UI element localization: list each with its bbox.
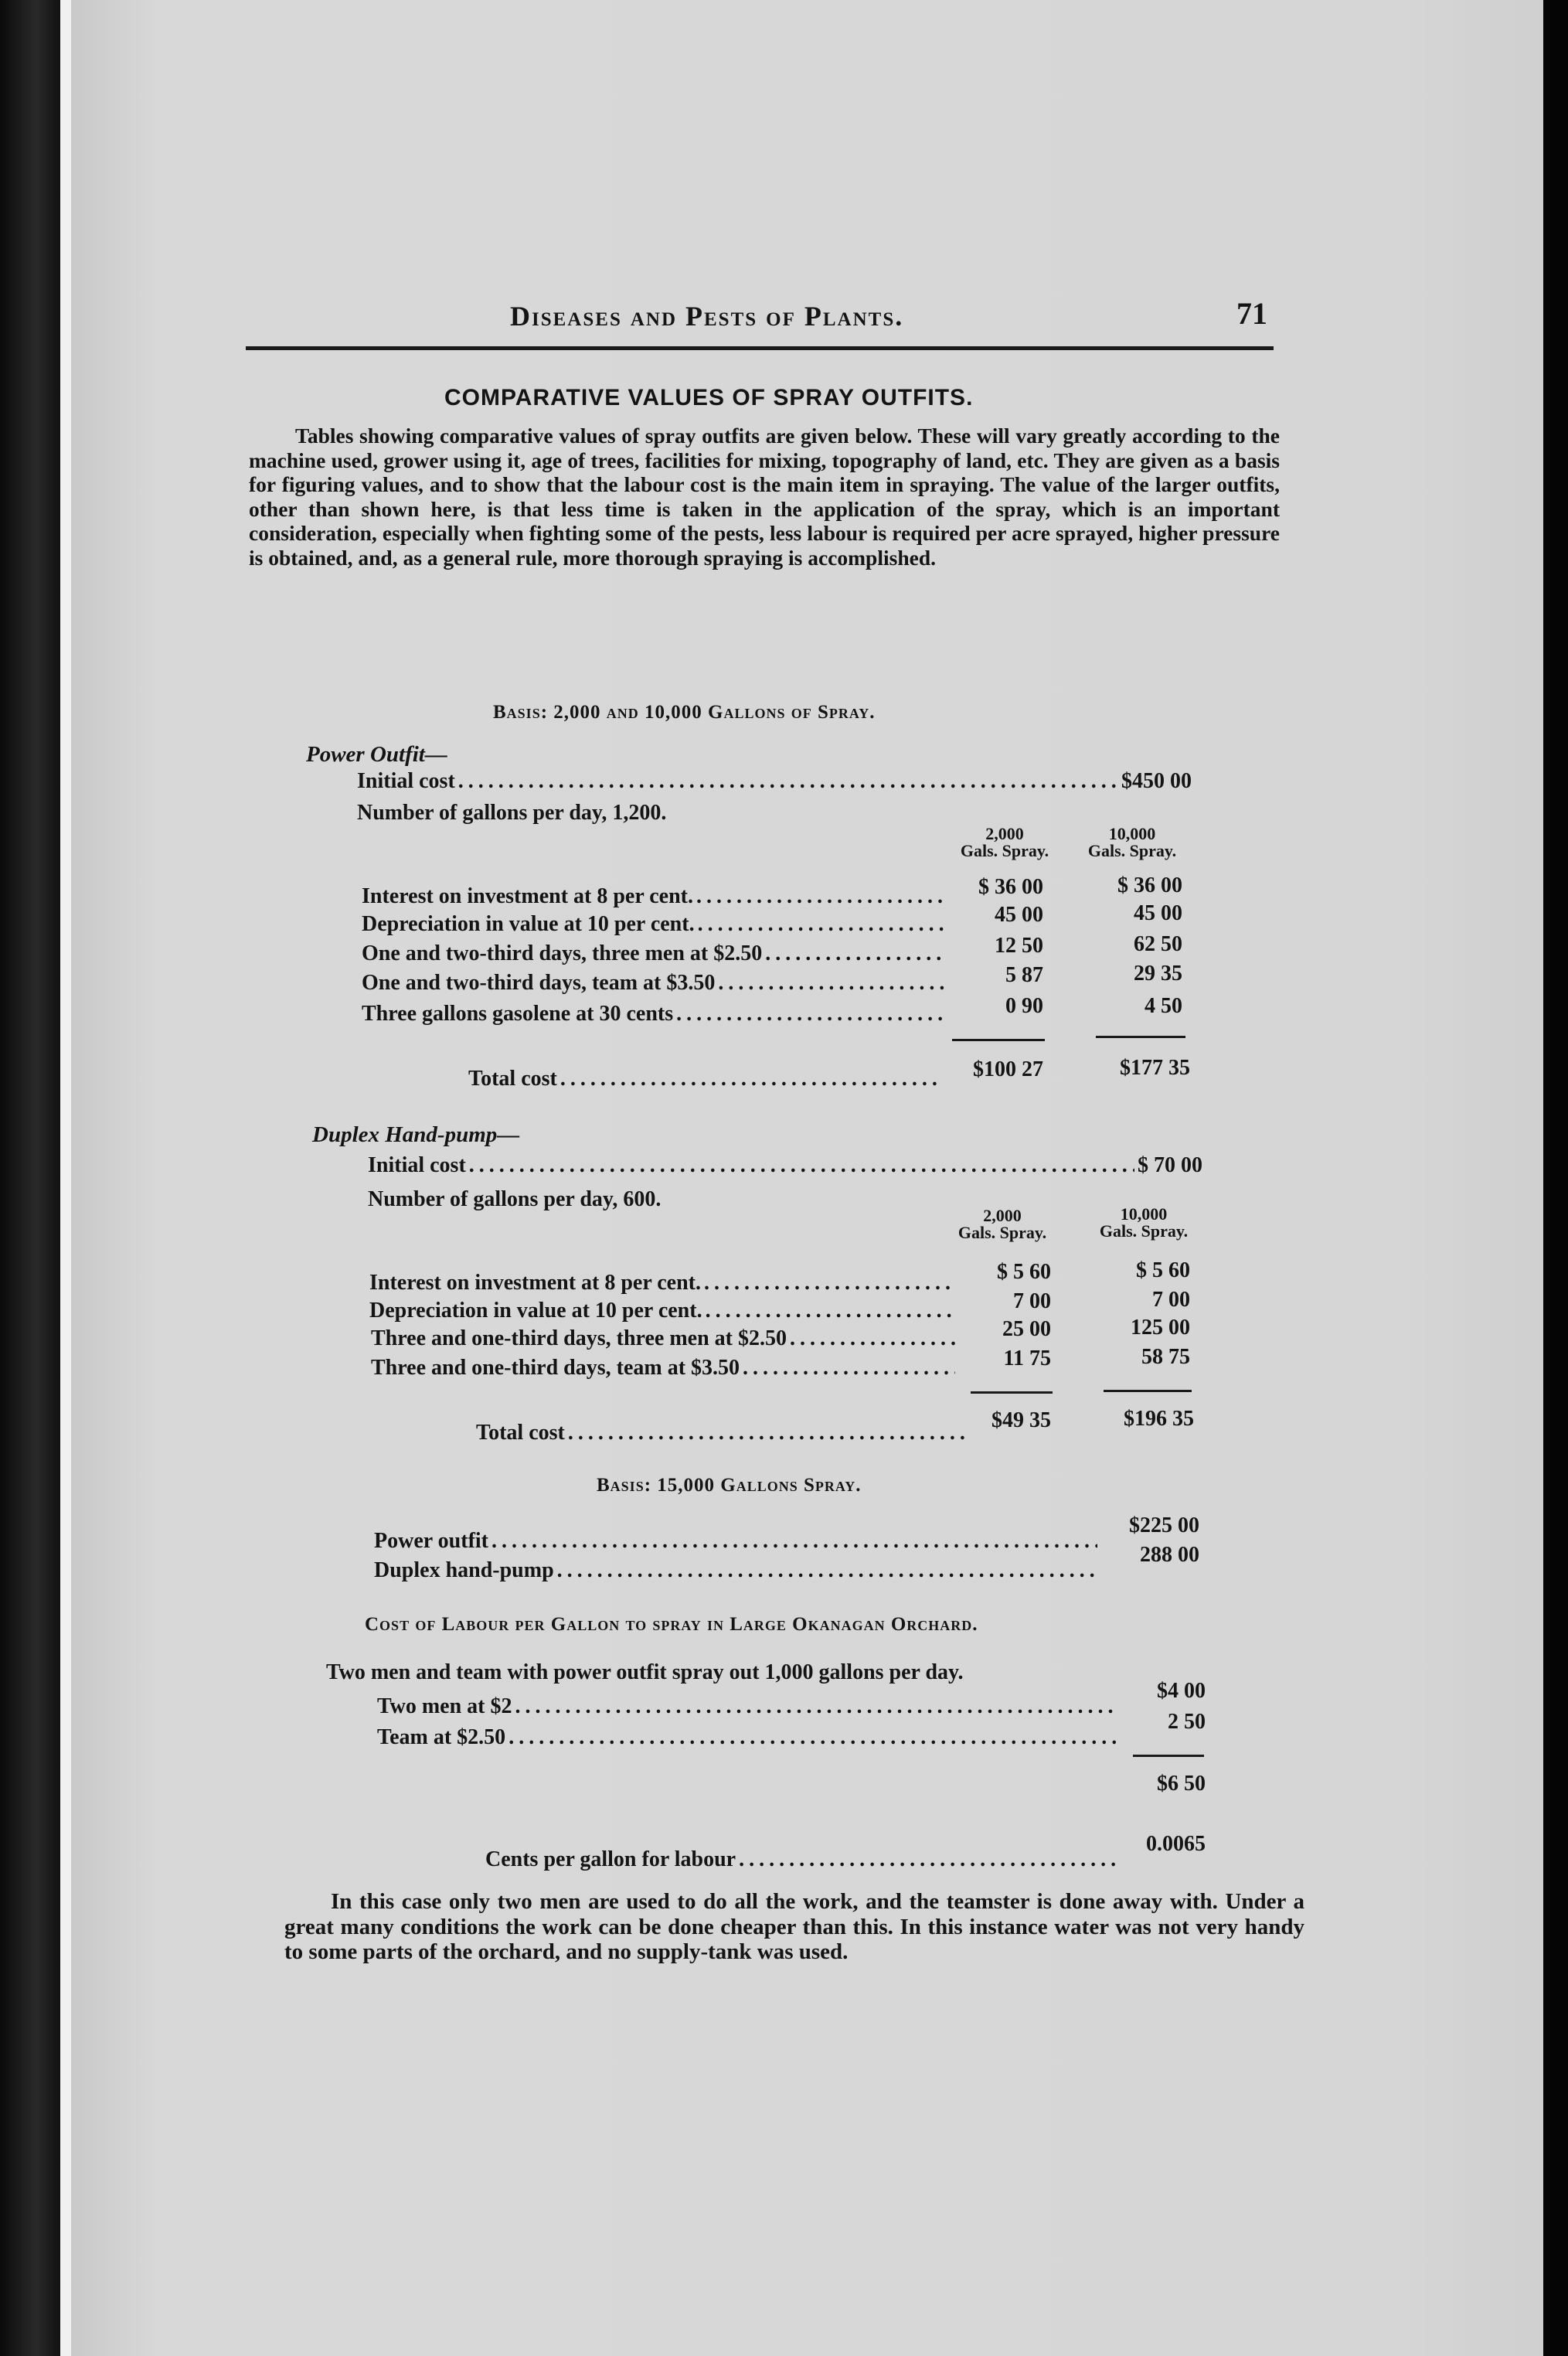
table-row [369, 1271, 957, 1295]
leader-dots [560, 1067, 941, 1091]
header-rule [246, 346, 1274, 350]
page-number: 71 [1236, 296, 1267, 331]
scan-right-border [1543, 0, 1568, 2356]
row-label: Three and one-third days, three men at $2.50 [371, 1326, 787, 1350]
closing-paragraph: In this case only two men are used to do all the work, and the teamster is done away with. Under a great many conditions the work can be done cheaper than this. In this instance water was not very handy to some parts of the orchard, and no supply-tank was used. [284, 1889, 1304, 1964]
row-label: Three and one-third days, team at $3.50 [371, 1356, 740, 1380]
row-label: Power outfit [374, 1529, 488, 1553]
row-value-10000: 45 00 [1134, 901, 1182, 925]
cents-per-gallon-value: 0.0065 [1146, 1832, 1206, 1856]
basis-heading-1: Basis: 2,000 and 10,000 Gallons of Spray. [493, 702, 876, 723]
labour-intro-line: Two men and team with power outfit spray out 1,000 gallons per day. [326, 1660, 964, 1684]
row-value-2000: 12 50 [995, 934, 1043, 958]
leader-dots [557, 1558, 1097, 1583]
section-title: COMPARATIVE VALUES OF SPRAY OUTFITS. [444, 385, 974, 410]
row-value-2000: 7 00 [1013, 1289, 1051, 1313]
leader-dots [515, 1694, 1116, 1719]
row-label: Depreciation in value at 10 per cent. [369, 1299, 702, 1323]
book-spine-shadow [0, 0, 60, 2356]
row-label: One and two-third days, three men at $2.50 [362, 941, 763, 965]
row-value-10000: $ 5 60 [1136, 1258, 1190, 1282]
leader-dots [458, 769, 1118, 794]
row-value-10000: 58 75 [1141, 1345, 1190, 1369]
labour-row [377, 1725, 1119, 1750]
labour-cost-heading: Cost of Labour per Gallon to spray in Large Okanagan Orchard. [365, 1614, 978, 1635]
power-outfit-label: Power Outfit— [306, 742, 447, 767]
total-label: Total cost [468, 1067, 557, 1091]
row-value-10000: 125 00 [1131, 1316, 1190, 1340]
duplex-initial-cost-label: Initial cost [368, 1153, 466, 1177]
subtotal-rule [952, 1039, 1045, 1041]
power-col2-header [1074, 826, 1190, 860]
leader-dots [743, 1356, 955, 1381]
intro-paragraph: Tables showing comparative values of spray outfits are given below. These will vary greatly according to the machine used, grower using it, age of trees, facilities for mixing, topography of land, etc. They are given as a basis for figuring values, and to show that the labour cost is the main item in spraying. The value of the larger outfits, other than shown here, is that less time is taken in the application of the spray, which is an important consideration, especially when fighting some of the pests, less labour is required per acre sprayed, higher pressure is obtained, and, as a general rule, more thorough spraying is accomplished. [249, 424, 1280, 570]
subtotal-rule [1104, 1390, 1192, 1392]
row-value-10000: 29 35 [1134, 962, 1182, 986]
basis2-row [374, 1529, 1100, 1554]
power-total-2000: $100 27 [973, 1057, 1043, 1081]
col-header-amount: 2,000 [983, 1206, 1022, 1225]
leader-dots [469, 1153, 1134, 1178]
row-value-2000: $ 5 60 [997, 1260, 1051, 1284]
leader-dots [676, 1002, 946, 1026]
table-row [362, 884, 949, 909]
table-row [362, 941, 949, 966]
row-value-2000: 11 75 [1003, 1347, 1051, 1370]
col-header-amount: 10,000 [1120, 1204, 1168, 1224]
leader-dots [706, 1299, 954, 1323]
duplex-total-10000: $196 35 [1124, 1407, 1194, 1431]
basis2-row [374, 1558, 1100, 1583]
labour-row [377, 1694, 1119, 1719]
duplex-total-2000: $49 35 [991, 1408, 1051, 1432]
row-label: Two men at $2 [377, 1694, 512, 1718]
subtotal-rule [971, 1391, 1053, 1394]
labour-total: $6 50 [1157, 1772, 1206, 1796]
row-value-10000: 4 50 [1145, 994, 1182, 1018]
duplex-total-row [476, 1421, 971, 1445]
subtotal-rule [1096, 1036, 1185, 1038]
col-header-amount: 2,000 [985, 824, 1024, 843]
leader-dots [739, 1847, 1116, 1872]
power-total-row [468, 1067, 944, 1091]
labour-value: $4 00 [1157, 1679, 1206, 1703]
row-label: Cents per gallon for labour [485, 1847, 736, 1871]
basis2-value: $225 00 [1129, 1513, 1199, 1537]
duplex-gallons-per-day: Number of gallons per day, 600. [368, 1187, 662, 1211]
row-value-2000: 0 90 [1005, 994, 1043, 1018]
col-header-amount: 10,000 [1108, 824, 1156, 843]
row-label: Team at $2.50 [377, 1725, 506, 1749]
row-value-2000: 25 00 [1002, 1317, 1051, 1341]
row-value-2000: $ 36 00 [978, 875, 1043, 899]
row-value-10000: $ 36 00 [1117, 873, 1182, 897]
col-header-unit: Gals. Spray. [957, 1223, 1047, 1242]
power-gallons-per-day: Number of gallons per day, 1,200. [357, 801, 667, 825]
power-total-10000: $177 35 [1120, 1056, 1190, 1080]
page-gutter-edge [60, 0, 71, 2356]
table-row [371, 1356, 958, 1381]
cents-per-gallon-row [485, 1847, 1119, 1872]
row-label: Duplex hand-pump [374, 1558, 554, 1582]
basis2-value: 288 00 [1140, 1543, 1199, 1567]
leader-dots [491, 1529, 1097, 1554]
total-label: Total cost [476, 1421, 565, 1445]
leader-dots [508, 1725, 1116, 1750]
duplex-col1-header [944, 1207, 1060, 1241]
power-initial-cost-value: $450 00 [1121, 769, 1192, 793]
table-row [371, 1326, 958, 1351]
leader-dots [698, 912, 946, 937]
row-label: Interest on investment at 8 per cent. [362, 884, 694, 908]
duplex-col2-header [1082, 1206, 1206, 1240]
basis-heading-2: Basis: 15,000 Gallons Spray. [597, 1475, 862, 1496]
col-header-unit: Gals. Spray. [960, 841, 1049, 860]
subtotal-rule [1133, 1755, 1204, 1757]
table-row [362, 971, 949, 996]
book-page [71, 0, 1543, 2356]
leader-dots [790, 1326, 955, 1351]
running-title: Diseases and Pests of Plants. [510, 301, 904, 332]
leader-dots [696, 884, 946, 909]
leader-dots [704, 1271, 954, 1295]
row-value-10000: 62 50 [1134, 932, 1182, 956]
power-initial-cost-row [357, 769, 1192, 794]
power-col1-header [951, 826, 1059, 860]
table-row [362, 1002, 949, 1026]
power-initial-cost-label: Initial cost [357, 769, 455, 793]
duplex-initial-cost-value: $ 70 00 [1138, 1153, 1202, 1177]
col-header-unit: Gals. Spray. [1087, 841, 1177, 860]
row-value-10000: 7 00 [1152, 1288, 1190, 1312]
row-label: Three gallons gasolene at 30 cents [362, 1002, 674, 1026]
duplex-initial-cost-row [368, 1153, 1202, 1178]
leader-dots [718, 971, 946, 996]
col-header-unit: Gals. Spray. [1099, 1221, 1189, 1241]
table-row [362, 912, 949, 937]
row-label: Interest on investment at 8 per cent. [369, 1271, 702, 1295]
row-label: Depreciation in value at 10 per cent. [362, 912, 695, 936]
row-value-2000: 5 87 [1005, 963, 1043, 987]
labour-value: 2 50 [1168, 1710, 1206, 1734]
duplex-hand-pump-label: Duplex Hand-pump— [312, 1122, 520, 1147]
leader-dots [765, 941, 946, 966]
row-value-2000: 45 00 [995, 903, 1043, 927]
leader-dots [568, 1421, 968, 1445]
row-label: One and two-third days, team at $3.50 [362, 971, 716, 995]
table-row [369, 1299, 957, 1323]
